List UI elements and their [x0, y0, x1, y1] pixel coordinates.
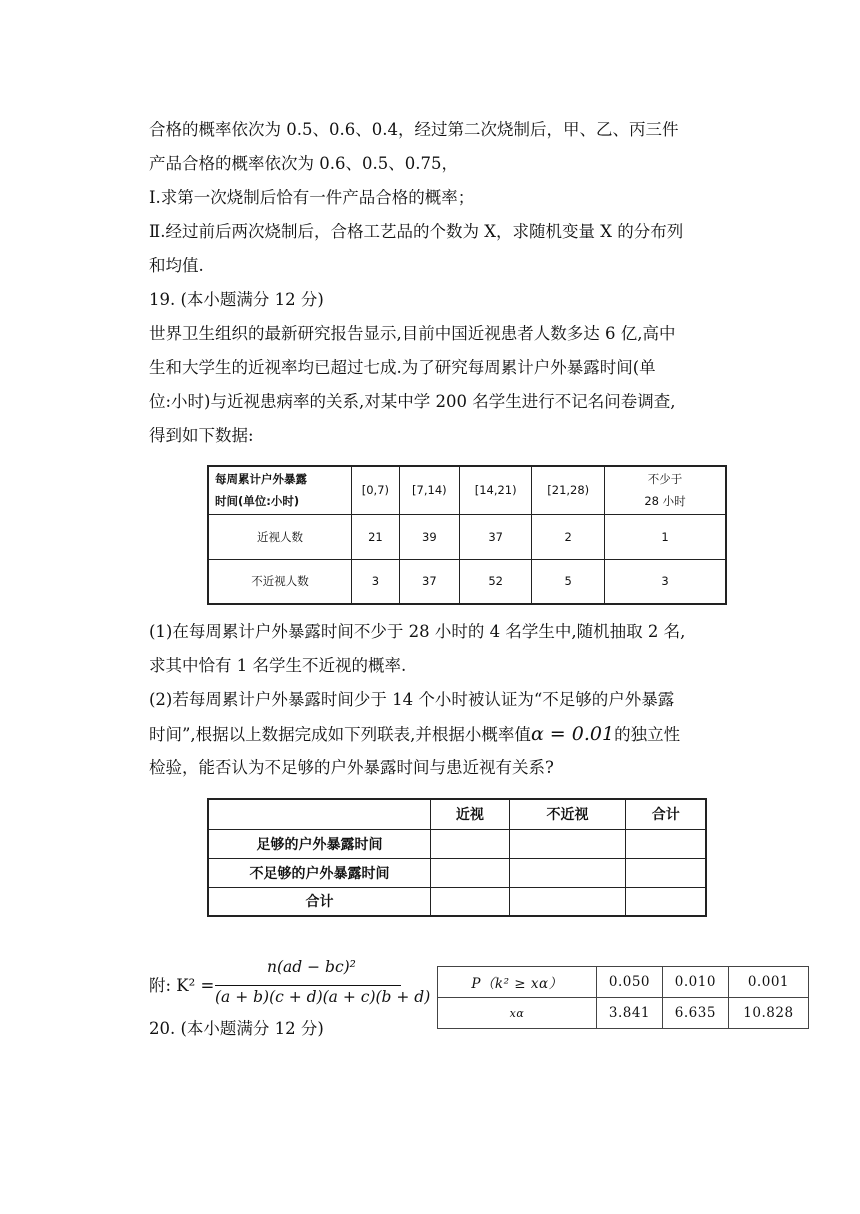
table-row: 不足够的户外暴露时间 [208, 858, 706, 887]
table-row: 足够的户外暴露时间 [208, 829, 706, 858]
header-cell: [14,21) [459, 466, 532, 514]
text-line: 产品合格的概率依次为 0.6、0.5、0.75， [149, 154, 458, 173]
contingency-table [207, 798, 707, 917]
header-cell: 不近视 [509, 799, 626, 829]
header-cell: 近视 [431, 799, 510, 829]
header-cell: [7,14) [399, 466, 459, 514]
text-line: 求其中恰有 1 名学生不近视的概率. [149, 656, 407, 675]
text-line: 位:小时)与近视患病率的关系,对某中学 200 名学生进行不记名问卷调查, [149, 392, 676, 411]
text-line: (2)若每周累计户外暴露时间少于 14 个小时被认证为“不足够的户外暴露 [149, 690, 675, 709]
text-line: (1)在每周累计户外暴露时间不少于 28 小时的 4 名学生中,随机抽取 2 名, [149, 622, 686, 641]
question-20-heading: 20. (本小题满分 12 分) [149, 1019, 324, 1038]
text-line: 合格的概率依次为 0.5、0.6、0.4，经过第二次烧制后，甲、乙、丙三件 [149, 120, 679, 139]
table-row: 不近视人数 3 37 52 5 3 [208, 559, 726, 604]
header-cell: 合计 [626, 799, 706, 829]
text-line: 生和大学生的近视率均已超过七成.为了研究每周累计户外暴露时间(单 [149, 358, 656, 377]
alpha-value: α = 0.01 [530, 723, 615, 745]
table-row: 合计 [208, 887, 706, 916]
text-line: Ⅰ.求第一次烧制后恰有一件产品合格的概率； [149, 188, 475, 207]
text-line: 时间”,根据以上数据完成如下列联表,并根据小概率值α = 0.01的独立性 [149, 723, 681, 745]
survey-data-table [207, 465, 727, 605]
fraction-bar [215, 985, 401, 986]
text-line: 和均值. [149, 256, 204, 275]
table-row: 近视人数 21 39 37 2 1 [208, 514, 726, 559]
formula-denominator: (a + b)(c + d)(a + c)(b + d) [215, 988, 431, 1006]
header-cell: 不少于 28 小时 [605, 466, 727, 514]
formula-numerator: n(ad − bc)² [267, 958, 356, 976]
question-19-heading: 19. (本小题满分 12 分) [149, 290, 324, 309]
text-line: 检验，能否认为不足够的户外暴露时间与患近视有关系? [149, 758, 554, 777]
header-cell: 每周累计户外暴露 时间(单位:小时) [208, 466, 352, 514]
critical-value-table [437, 966, 809, 1029]
header-cell: [21,28) [532, 466, 605, 514]
header-cell: [0,7) [352, 466, 400, 514]
text-line: Ⅱ.经过前后两次烧制后，合格工艺品的个数为 X，求随机变量 X 的分布列 [149, 222, 684, 241]
text-line: 世界卫生组织的最新研究报告显示,目前中国近视患者人数多达 6 亿,高中 [149, 324, 676, 343]
appendix-label: 附: K² = [149, 976, 215, 995]
table-row: P（k² ≥ xα） 0.050 0.010 0.001 [438, 967, 809, 998]
text-line: 得到如下数据: [149, 426, 254, 445]
table-row: xα 3.841 6.635 10.828 [438, 998, 809, 1029]
